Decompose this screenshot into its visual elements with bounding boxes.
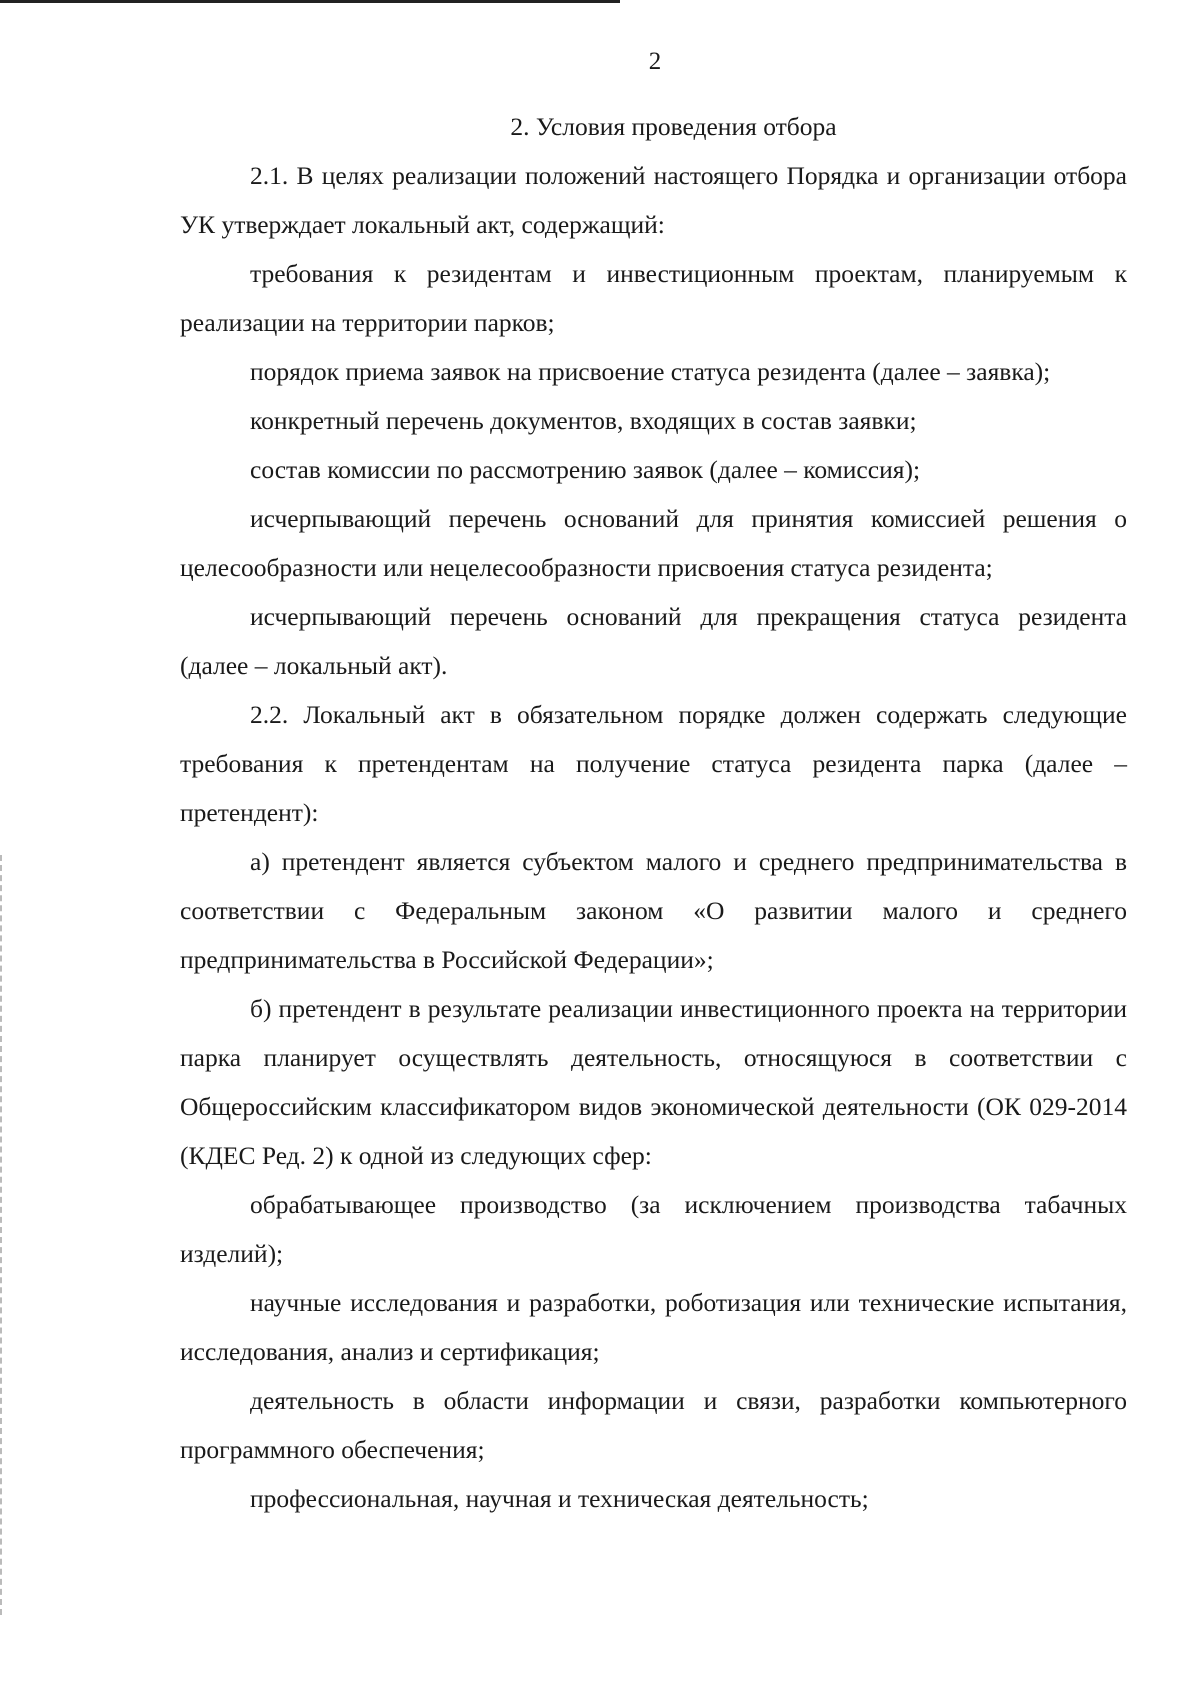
paragraph: конкретный перечень документов, входящих в состав заявки; [250, 406, 917, 435]
section-title: 2. Условия проведения отбора [510, 112, 837, 141]
paragraph: порядок приема заявок на присвоение статуса резидента (далее – заявка); [250, 357, 1051, 386]
paragraph: обрабатывающее производство (за исключением производства табачных изделий); [180, 1190, 1127, 1268]
paragraph: состав комиссии по рассмотрению заявок (далее – комиссия); [250, 455, 921, 484]
paragraph: а) претендент является субъектом малого и среднего предпринимательства в соответствии с Федеральным законом «О развитии малого и среднего предпринимательства в Российской Федерации»; [180, 847, 1127, 974]
paragraph: 2.1. В целях реализации положений настоящего Порядка и организации отбора УК утверждает локальный акт, содержащий: [180, 161, 1127, 239]
paragraph: 2.2. Локальный акт в обязательном порядке должен содержать следующие требования к претендентам на получение статуса резидента парка (далее – претендент): [180, 700, 1127, 827]
document-body [180, 102, 1127, 1523]
top-scan-line [0, 0, 620, 3]
paragraph: научные исследования и разработки, роботизация или технические испытания, исследования, анализ и сертификация; [180, 1288, 1127, 1366]
page-number: 2 [648, 48, 662, 75]
paragraph: требования к резидентам и инвестиционным проектам, планируемым к реализации на территории парков; [180, 259, 1127, 337]
paragraph: деятельность в области информации и связи, разработки компьютерного программного обеспечения; [180, 1386, 1127, 1464]
left-scan-edge [0, 855, 4, 1615]
paragraph: б) претендент в результате реализации инвестиционного проекта на территории парка планирует осуществлять деятельность, относящуюся в соответствии с Общероссийским классификатором видов экономической деятельности (ОК 029-2014 (КДЕС Ред. 2) к одной из следующих сфер: [180, 994, 1127, 1170]
paragraph: исчерпывающий перечень оснований для принятия комиссией решения о целесообразности или нецелесообразности присвоения статуса резидента; [180, 504, 1127, 582]
paragraph: профессиональная, научная и техническая деятельность; [250, 1484, 869, 1513]
paragraph: исчерпывающий перечень оснований для прекращения статуса резидента (далее – локальный акт). [180, 602, 1127, 680]
